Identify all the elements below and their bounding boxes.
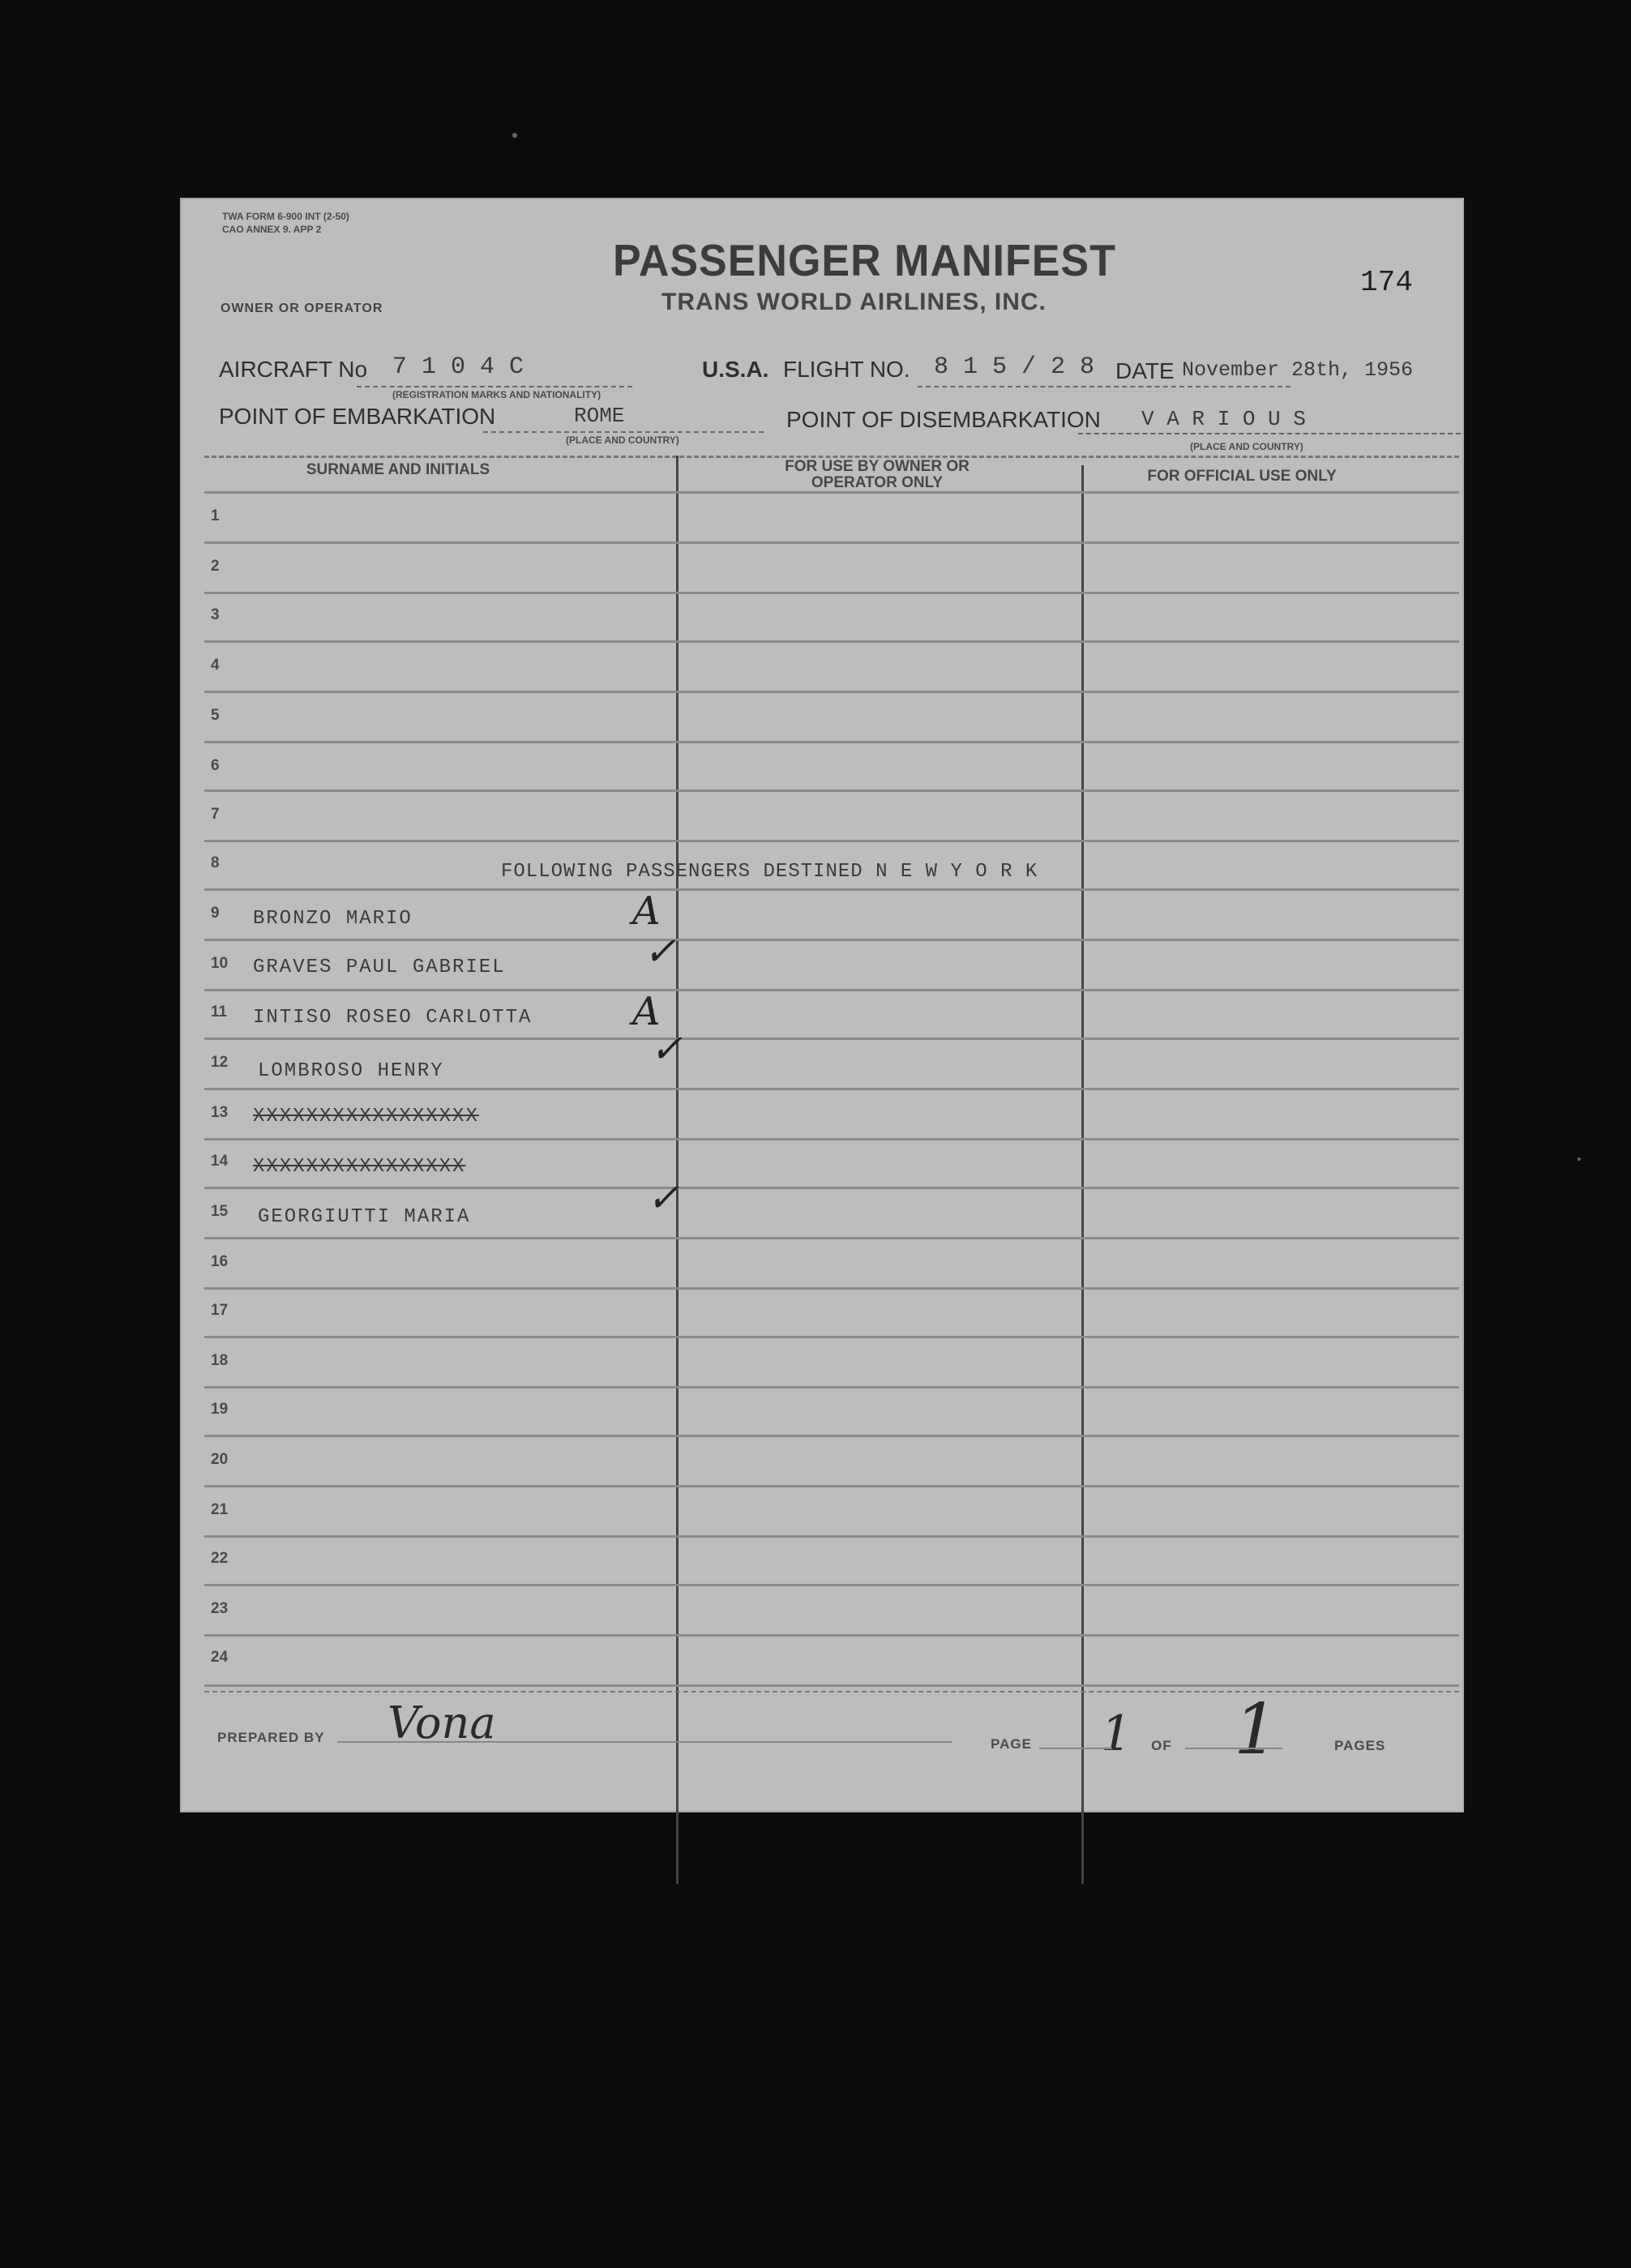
row-number: 7 bbox=[211, 806, 220, 823]
total-pages-value: 1 bbox=[1234, 1689, 1278, 1770]
scan-speck bbox=[512, 133, 517, 138]
date-label: DATE bbox=[1115, 358, 1175, 383]
row-rule bbox=[204, 1187, 1459, 1189]
form-number: TWA FORM 6-900 INT (2-50) bbox=[222, 211, 349, 222]
of-label: OF bbox=[1151, 1738, 1172, 1753]
prepared-by-underline bbox=[337, 1741, 952, 1743]
passenger-name: INTISO ROSEO CARLOTTA bbox=[253, 1007, 533, 1029]
row-rule bbox=[204, 491, 1459, 494]
row-number: 19 bbox=[211, 1401, 229, 1418]
passenger-name: GRAVES PAUL GABRIEL bbox=[253, 956, 506, 978]
disembarkation-caption: (PLACE AND COUNTRY) bbox=[1190, 441, 1304, 452]
handwritten-mark: ✓ bbox=[647, 1175, 680, 1221]
row-rule bbox=[204, 1038, 1459, 1040]
aircraft-underline bbox=[357, 386, 632, 387]
row-rule bbox=[204, 790, 1459, 792]
row-rule bbox=[204, 592, 1459, 594]
row-number: 20 bbox=[211, 1451, 229, 1468]
usa-label: U.S.A. bbox=[702, 357, 769, 382]
owner-column-header: FOR USE BY OWNER OR OPERATOR ONLY bbox=[785, 458, 970, 491]
row-number: 17 bbox=[211, 1302, 229, 1319]
row-rule bbox=[204, 1584, 1459, 1586]
scan-speck bbox=[1577, 1158, 1581, 1161]
row-rule bbox=[204, 1435, 1459, 1437]
row-number: 11 bbox=[211, 1003, 228, 1021]
row-number: 15 bbox=[211, 1203, 229, 1220]
airline-name: TRANS WORLD AIRLINES, INC. bbox=[661, 289, 1047, 315]
row-number: 9 bbox=[211, 905, 220, 922]
embarkation-underline bbox=[483, 431, 764, 433]
of-underline bbox=[1185, 1748, 1282, 1749]
row-rule bbox=[204, 989, 1459, 991]
row-number: 10 bbox=[211, 955, 229, 972]
row-number: 23 bbox=[211, 1600, 229, 1617]
row-rule bbox=[204, 1634, 1459, 1637]
row-number: 8 bbox=[211, 854, 220, 871]
prepared-by-signature: Vona bbox=[387, 1697, 496, 1748]
row-rule bbox=[204, 541, 1459, 544]
embarkation-value: ROME bbox=[574, 404, 625, 428]
prepared-by-label: PREPARED BY bbox=[217, 1730, 325, 1745]
row-rule bbox=[204, 1237, 1459, 1239]
row-number: 5 bbox=[211, 707, 220, 724]
date-value: November 28th, 1956 bbox=[1182, 358, 1414, 382]
passenger-name: LOMBROSO HENRY bbox=[258, 1060, 444, 1082]
handwritten-mark: ✓ bbox=[644, 929, 677, 974]
flight-label: FLIGHT NO. bbox=[783, 357, 910, 382]
disembarkation-underline bbox=[1078, 433, 1461, 434]
row-rule bbox=[204, 1485, 1459, 1487]
row-rule bbox=[204, 1138, 1459, 1140]
row-number: 4 bbox=[211, 657, 220, 674]
row-rule bbox=[204, 1535, 1459, 1538]
flight-value: 8 1 5 / 2 8 bbox=[934, 353, 1095, 381]
official-column-header: FOR OFFICIAL USE ONLY bbox=[1147, 468, 1337, 485]
surname-column-header: SURNAME AND INITIALS bbox=[306, 461, 490, 478]
row-number: 2 bbox=[211, 558, 220, 575]
aircraft-label: AIRCRAFT No bbox=[219, 357, 368, 382]
row-number: 3 bbox=[211, 606, 220, 623]
disembarkation-label: POINT OF DISEMBARKATION bbox=[786, 407, 1101, 432]
destination-note: FOLLOWING PASSENGERS DESTINED N E W Y O R K bbox=[501, 861, 1038, 883]
row-rule bbox=[204, 1684, 1459, 1687]
row-rule bbox=[204, 888, 1459, 891]
embarkation-label: POINT OF EMBARKATION bbox=[219, 404, 496, 429]
flight-underline bbox=[918, 386, 1291, 387]
row-rule bbox=[204, 1287, 1459, 1290]
passenger-name: GEORGIUTTI MARIA bbox=[258, 1206, 471, 1228]
row-rule bbox=[204, 741, 1459, 743]
row-number: 18 bbox=[211, 1352, 229, 1369]
row-number: 6 bbox=[211, 757, 220, 774]
form-annex: CAO ANNEX 9. APP 2 bbox=[222, 224, 322, 235]
disembarkation-value: V A R I O U S bbox=[1141, 407, 1306, 431]
row-number: 12 bbox=[211, 1054, 229, 1071]
row-rule bbox=[204, 640, 1459, 643]
row-rule bbox=[204, 840, 1459, 842]
page-underline bbox=[1039, 1748, 1112, 1749]
aircraft-value: 7 1 0 4 C bbox=[392, 353, 524, 381]
handwritten-mark: ✓ bbox=[650, 1026, 683, 1072]
pages-label: PAGES bbox=[1334, 1738, 1386, 1753]
row-rule bbox=[204, 939, 1459, 941]
page-label: PAGE bbox=[991, 1736, 1032, 1752]
page-stamp: 174 bbox=[1360, 266, 1413, 299]
passenger-name: BRONZO MARIO bbox=[253, 908, 413, 930]
row-number: 1 bbox=[211, 507, 220, 524]
manifest-sheet bbox=[180, 198, 1464, 1812]
row-rule bbox=[204, 691, 1459, 693]
handwritten-mark: A bbox=[632, 888, 661, 934]
owner-label: OWNER OR OPERATOR bbox=[220, 302, 383, 315]
row-number: 16 bbox=[211, 1253, 229, 1270]
struck-out-entry: XXXXXXXXXXXXXXXX bbox=[253, 1156, 466, 1178]
handwritten-mark: A bbox=[632, 989, 661, 1034]
struck-out-entry: XXXXXXXXXXXXXXXXX bbox=[253, 1106, 479, 1128]
row-number: 13 bbox=[211, 1104, 229, 1121]
row-number: 14 bbox=[211, 1153, 229, 1170]
row-rule bbox=[204, 1336, 1459, 1338]
aircraft-caption: (REGISTRATION MARKS AND NATIONALITY) bbox=[392, 389, 601, 400]
page-title: PASSENGER MANIFEST bbox=[613, 236, 1116, 286]
column-divider-2 bbox=[1081, 465, 1084, 1884]
row-number: 21 bbox=[211, 1501, 229, 1518]
row-number: 22 bbox=[211, 1550, 229, 1567]
row-rule bbox=[204, 1088, 1459, 1090]
row-rule bbox=[204, 1386, 1459, 1389]
row-number: 24 bbox=[211, 1649, 229, 1666]
column-divider-1 bbox=[676, 456, 679, 1884]
embarkation-caption: (PLACE AND COUNTRY) bbox=[566, 434, 679, 446]
page-number-value: 1 bbox=[1101, 1705, 1132, 1762]
